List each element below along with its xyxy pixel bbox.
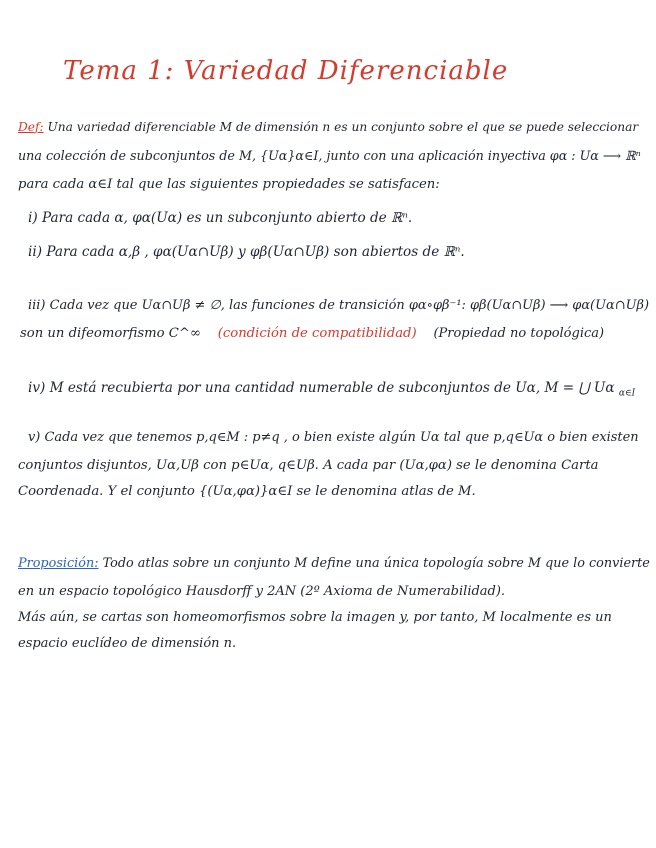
item-iv-text: iv) M está recubierta por una cantidad numerable de subconjuntos de Uα, M = ⋃ Uα (28, 380, 615, 396)
proposition-label: Proposición: (18, 556, 99, 571)
definition-item-i: i) Para cada α, φα(Uα) es un subconjunto abierto de ℝⁿ. (28, 210, 413, 226)
definition-intro-2: una colección de subconjuntos de M, {Uα}α∈I, junto con una aplicación inyectiva φα : Uα ⟶ ℝⁿ (18, 148, 641, 163)
definition-item-iii-line-2 (20, 326, 604, 341)
definition-item-ii: ii) Para cada α,β , φα(Uα∩Uβ) y φβ(Uα∩Uβ) son abiertos de ℝⁿ. (28, 244, 465, 260)
item-iii-diffeo: son un difeomorfismo C^∞ (20, 326, 201, 341)
definition-item-v-line-3: Coordenada. Y el conjunto {(Uα,φα)}α∈I se le denomina atlas de M. (18, 484, 476, 499)
proposition-line-2: en un espacio topológico Hausdorff y 2AN (2º Axioma de Numerabilidad). (18, 584, 506, 599)
definition-item-iii-line-1: iii) Cada vez que Uα∩Uβ ≠ ∅, las funciones de transición φα∘φβ⁻¹: φβ(Uα∩Uβ) ⟶ φα(Uα∩Uβ) (28, 298, 650, 313)
definition-item-v-line-2: conjuntos disjuntos, Uα,Uβ con p∈Uα, q∈Uβ. A cada par (Uα,φα) se le denomina Carta (18, 458, 599, 473)
definition-item-v-line-1: v) Cada vez que tenemos p,q∈M : p≠q , o bien existe algún Uα tal que p,q∈Uα o bien existen (28, 430, 639, 445)
page-title: Tema 1: Variedad Diferenciable (63, 56, 509, 86)
non-topological-note: (Propiedad no topológica) (433, 326, 605, 341)
definition-intro-1: Una variedad diferenciable M de dimensión n es un conjunto sobre el que se puede seleccionar (47, 120, 639, 134)
proposition-first: Todo atlas sobre un conjunto M define una única topología sobre M que lo convierte (102, 556, 650, 571)
compatibility-condition: (condición de compatibilidad) (217, 326, 417, 341)
definition-intro-3: para cada α∈I tal que las siguientes propiedades se satisfacen: (18, 177, 440, 192)
proposition-line-1 (18, 556, 650, 571)
proposition-line-4: espacio euclídeo de dimensión n. (18, 636, 237, 651)
definition-label: Def: (18, 120, 44, 134)
proposition-line-3: Más aún, se cartas son homeomorfismos sobre la imagen y, por tanto, M localmente es un (18, 610, 612, 625)
union-index: α∈I (618, 388, 636, 399)
definition-item-iv (28, 380, 635, 399)
definition-line-1 (18, 120, 638, 134)
